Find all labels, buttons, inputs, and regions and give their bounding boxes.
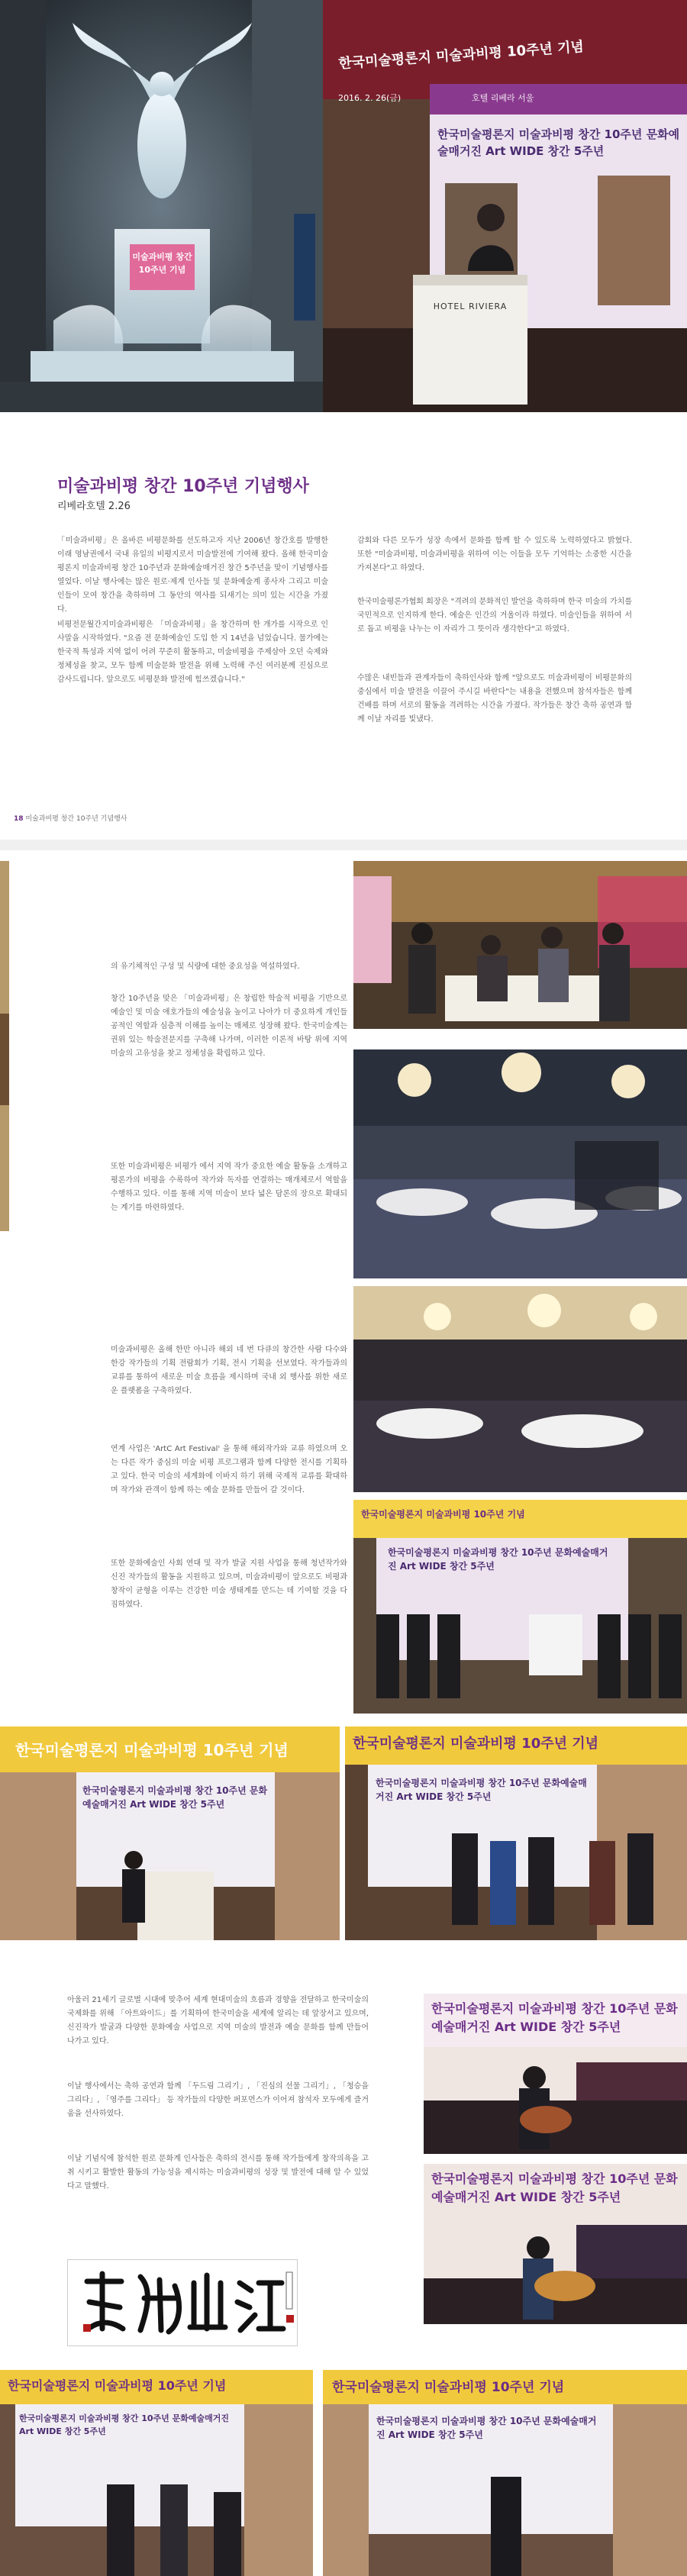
cake-backdrop-text: 한국미술평론지 미술과비평 창간 10주년 문화예술매거진 Art WIDE 창간 5주년 xyxy=(388,1547,608,1572)
guitar-performance-photo xyxy=(424,1994,687,2154)
body-paragraph-4: 한국미술평론가협회 회장은 "격려의 문화적인 발언을 축하하며 한국 미술의 가치를 국민적으로 인지하게 한다. 예술은 인간의 거울이라 하였다. 미술인들을 위하여 서로 돕고 비평을 나누는 이 자리가 그 뜻이라 생각한다"고 하였다. xyxy=(357,598,632,634)
podium-speech-photo xyxy=(323,0,687,412)
page-footer-text: 미술과비평 창간 10주년 기념행사 xyxy=(25,815,127,823)
guitar-backdrop-text: 한국미술평론지 미술과비평 창간 10주년 문화예술매거진 Art WIDE 창간 5주년 xyxy=(431,2001,678,2034)
guests-on-stage-photo xyxy=(345,1726,687,1940)
page-footer xyxy=(14,813,127,823)
body-paragraph-1: 「미술과비평」은 올바른 비평문화를 선도하고자 지난 2006년 창간호를 발행한 이래 영남권에서 국내 유일의 비평지로서 미술발전에 기여해 왔다. 올해 한국미술평론지 미술과비평 창간 10주년과 문화예술매거진 창간 5주년을 맞이 기념행사를 열었다. 이날 행사에는 많은 원로·제계 인사들 및 문화예술계 종사자 그리고 미술인들이 모여 창간을 축하하며 그 동안의 역사를 되새기는 의미 있는 시간을 가졌다. xyxy=(57,537,328,614)
article-venue-date: 리베라호텔 2.26 xyxy=(57,501,131,512)
group-photo-right xyxy=(323,2370,687,2576)
group-right-backdrop-text: 한국미술평론지 미술과비평 창간 10주년 문화예술매거진 Art WIDE 창간 5주년 xyxy=(376,2416,597,2440)
body-paragraph-8: 또한 미술과비평은 비평가 에서 지역 작가 중요한 예술 활동을 소개하고 평론가의 비평을 수록하여 작가와 독자를 연결하는 매개체로서 역할을 수행하고 있다. 이를 통해 지역 미술이 보다 넓은 담론의 장으로 확대되는 계기를 마련하였다. xyxy=(111,1162,347,1212)
body-paragraph-12: 아울러 21세기 글로벌 시대에 맞추어 세계 현대미술의 흐름과 경향을 전달하고 한국미술의 국제화를 위해 「아트와이드」를 기획하여 한국미술을 세계에 알리는 데 앞장서고 있으며, 신진작가 발굴과 다양한 문화예술 사업으로 지역 미술의 발전과 예술 문화를 함께 만들어 나가고 있다. xyxy=(67,1996,369,2046)
singer-backdrop-text: 한국미술평론지 미술과비평 창간 10주년 문화예술매거진 Art WIDE 창간 5주년 xyxy=(431,2171,678,2204)
body-paragraph-13: 이날 행사에서는 축하 공연과 함께 「두드림 그리기」, 「진심의 선물 그리기」, 「청승을 그리다」, 「영주를 그리다」 등 작가들의 다양한 퍼포먼스가 이어져 참석자 모두에게 즐거움을 선사하였다. xyxy=(67,2082,369,2118)
sculpture-plate-text: 미술과비평 창간 10주년 기념 xyxy=(132,252,192,275)
body-paragraph-5: 수많은 내빈들과 관계자들이 축하인사와 함께 "앞으로도 미술과비평이 비평문화의 중심에서 미술 발전을 이끌어 주시길 바란다"는 내용을 전했으며 참석자들은 함께 건배를 하며 서로의 활동을 격려하는 시간을 가졌다. 작가들은 창간 축하 공연과 함께 이날 자리를 빛냈다. xyxy=(357,674,632,724)
body-paragraph-10: 연계 사업은 'ArtC Art Festival' 을 통해 해외작가와 교류 하였으며 오는 다른 작가 중심의 미술 비평 프로그램과 함께 다양한 전시를 기획하고 있다. 한국 미술의 세계화에 이바지 하기 위해 국제적 교류를 확대하며 작가와 관객이 함께 하는 예술 문화를 만들어 갈 것이다. xyxy=(111,1445,347,1494)
calligraphy-artwork xyxy=(67,2259,298,2346)
speech-backdrop-text: 한국미술평론지 미술과비평 창간 10주년 문화예술매거진 Art WIDE 창간 5주년 xyxy=(82,1785,268,1810)
singer-performance-photo xyxy=(424,2164,687,2324)
event-banner-date: 2016. 2. 26(금) xyxy=(338,93,402,103)
speech-banner-photo xyxy=(0,1726,340,1940)
event-banner-venue: 호텔 리베라 서울 xyxy=(472,93,534,103)
cake-cutting-photo xyxy=(353,1500,687,1714)
body-paragraph-3: 감회와 다른 모두가 성장 속에서 문화를 함께 할 수 있도록 노력하였다고 밝혔다. 또한 "미술과비평, 미술과비평을 위하여 이는 이들을 모두 기억하는 소중한 시간을 가져본다"고 하였다. xyxy=(357,537,632,572)
body-paragraph-7: 창간 10주년을 맞은 「미술과비평」은 창립한 학술적 비평을 기반으로 예술인 및 미술 애호가들의 예술성을 높이고 나아가 더 중요하게 개인들 공적인 역할과 심층적 이해를 높이는 매체로 성장해 왔다. 한국미술계는 권위 있는 학술전문지를 구축해 나가며, 이러한 이론적 바탕 위에 지역 미술의 고유성을 찾고 정체성을 확립하고 있다. xyxy=(111,995,347,1058)
group-left-backdrop-text: 한국미술평론지 미술과비평 창간 10주년 문화예술매거진 Art WIDE 창간 5주년 xyxy=(19,2413,230,2436)
body-paragraph-14: 이날 기념식에 참석한 원로 문화계 인사들은 축하의 전시를 통해 작가들에게 창작의욕을 고취 시키고 활발한 활동의 가능성을 제시하는 미술과비평의 성장 및 발전에 대해 알 수 있었다고 말했다. xyxy=(67,2155,369,2191)
banquet-guests-photo xyxy=(353,1286,687,1492)
cake-banner-text: 한국미술평론지 미술과비평 10주년 기념 xyxy=(361,1509,525,1520)
hotel-sign: HOTEL RIVIERA xyxy=(433,301,508,311)
article-title: 미술과비평 창간 10주년 기념행사 xyxy=(57,477,309,496)
group-right-banner-text: 한국미술평론지 미술과비평 10주년 기념 xyxy=(332,2380,565,2395)
page-number: 18 xyxy=(14,815,24,823)
body-paragraph-9: 미술과비평은 올해 한만 아니라 해외 네 번 다큐의 창간한 사람 다수와 한강 작가들의 기획 전람회가 기획, 전시 기획을 선보였다. 작가들과의 교류를 통하여 새로운 미술 흐름을 제시하며 국내 외 행사를 위한 새로운 플랫폼을 구축하였다. xyxy=(111,1346,347,1395)
group-photo-left xyxy=(0,2370,313,2576)
stage-banner-text: 한국미술평론지 미술과비평 10주년 기념 xyxy=(353,1736,599,1752)
body-paragraph-6: 의 유기체적인 구성 및 식량에 대한 중요성을 역설하였다. xyxy=(111,962,300,971)
guest-registration-photo xyxy=(353,861,687,1029)
stage-backdrop-text: 한국미술평론지 미술과비평 창간 10주년 문화예술매거진 Art WIDE 창간 5주년 xyxy=(376,1778,587,1802)
banquet-hall-photo xyxy=(353,1049,687,1278)
ice-sculpture-photo xyxy=(0,0,323,412)
body-paragraph-2: 비평전문월간지미술과비평은 「미술과비평」을 창간하며 한 개가를 시작으로 인사말을 시작하였다. "요즘 전 문화예술인 도입 한 지 14년을 넘었습니다. 물가에는 한국적 특성과 지역 없이 어려 꾸준히 활동하고, 미술비평을 주제삼아 오던 숙제와 정체성을 찾고, 모두 함께 미술문화 발전을 위해 노력해 주신 여러분께 진심으로 감사드립니다. 앞으로도 비평문화 발전에 힘쓰겠습니다." xyxy=(57,621,328,684)
edge-photo-sliver xyxy=(0,861,9,1231)
body-paragraph-11: 또한 문화예술인 사회 연대 및 작가 발굴 지원 사업을 통해 청년작가와 신진 작가들의 활동을 지원하고 있으며, 미술과비평이 앞으로도 비평과 창작이 균형을 이루는 건강한 미술 생태계를 만드는 데 기여할 것을 다짐하였다. xyxy=(111,1559,347,1609)
event-banner-text: 한국미술평론지 미술과비평 10주년 기념 xyxy=(337,38,585,73)
backdrop-poster-text: 한국미술평론지 미술과비평 창간 10주년 문화예술매거진 Art WIDE 창간 5주년 xyxy=(437,127,680,158)
speech-banner-text: 한국미술평론지 미술과비평 10주년 기념 xyxy=(15,1741,289,1759)
group-left-banner-text: 한국미술평론지 미술과비평 10주년 기념 xyxy=(8,2378,227,2393)
spread-divider xyxy=(0,840,687,850)
